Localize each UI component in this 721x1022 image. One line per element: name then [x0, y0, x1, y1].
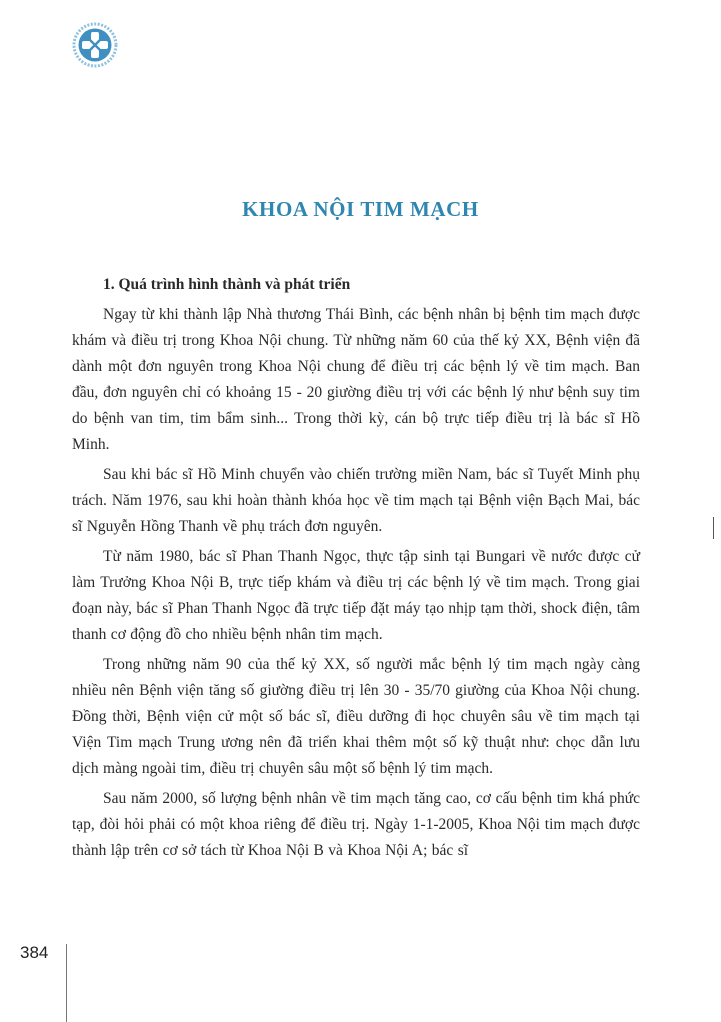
hospital-logo-icon — [72, 22, 118, 68]
body-paragraph: Ngay từ khi thành lập Nhà thương Thái Bình, các bệnh nhân bị bệnh tim mạch được khám và điều trị trong Khoa Nội chung. Từ những năm 60 của thế kỷ XX, Bệnh viện đã dành một đơn nguyên trong Khoa Nội chung để điều trị các bệnh lý về tim mạch. Ban đầu, đơn nguyên chỉ có khoảng 15 - 20 giường điều trị với các bệnh lý như bệnh suy tim do bệnh van tim, tim bẩm sinh... Trong thời kỳ, cán bộ trực tiếp điều trị là bác sĩ Hồ Minh. — [72, 306, 640, 453]
margin-tick-mark — [713, 517, 714, 539]
body-paragraph: Trong những năm 90 của thế kỷ XX, số người mắc bệnh lý tim mạch ngày càng nhiều nên Bệnh viện tăng số giường điều trị lên 30 - 35/70 giường của Khoa Nội chung. Đồng thời, Bệnh viện cử một số bác sĩ, điều dưỡng đi học chuyên sâu về tim mạch tại Viện Tim mạch Trung ương nên đã triển khai thêm một số kỹ thuật như: chọc dẫn lưu dịch màng ngoài tim, điều trị chuyên sâu một số bệnh lý tim mạch. — [72, 656, 640, 777]
chapter-title: KHOA NỘI TIM MẠCH — [242, 197, 479, 221]
body-paragraph: Sau khi bác sĩ Hồ Minh chuyển vào chiến trường miền Nam, bác sĩ Tuyết Minh phụ trách. Năm 1976, sau khi hoàn thành khóa học về tim mạch tại Bệnh viện Bạch Mai, bác sĩ Nguyễn Hồng Thanh về phụ trách đơn nguyên. — [72, 466, 640, 535]
body-paragraph: Từ năm 1980, bác sĩ Phan Thanh Ngọc, thực tập sinh tại Bungari về nước được cử làm Trưởng Khoa Nội B, trực tiếp khám và điều trị các bệnh lý về tim mạch. Trong giai đoạn này, bác sĩ Phan Thanh Ngọc đã trực tiếp đặt máy tạo nhịp tạm thời, shock điện, tâm thanh cơ động đồ cho nhiều bệnh nhân tim mạch. — [72, 548, 640, 643]
section-heading: 1. Quá trình hình thành và phát triển — [103, 276, 351, 293]
body-paragraph: Sau năm 2000, số lượng bệnh nhân về tim mạch tăng cao, cơ cấu bệnh tim khá phức tạp, đòi hỏi phải có một khoa riêng để điều trị. Ngày 1-1-2005, Khoa Nội tim mạch được thành lập trên cơ sở tách từ Khoa Nội B và Khoa Nội A; bác sĩ — [72, 790, 640, 859]
page-number: 384 — [20, 943, 49, 962]
page-body — [72, 272, 640, 864]
page-margin-rule — [66, 944, 67, 1022]
